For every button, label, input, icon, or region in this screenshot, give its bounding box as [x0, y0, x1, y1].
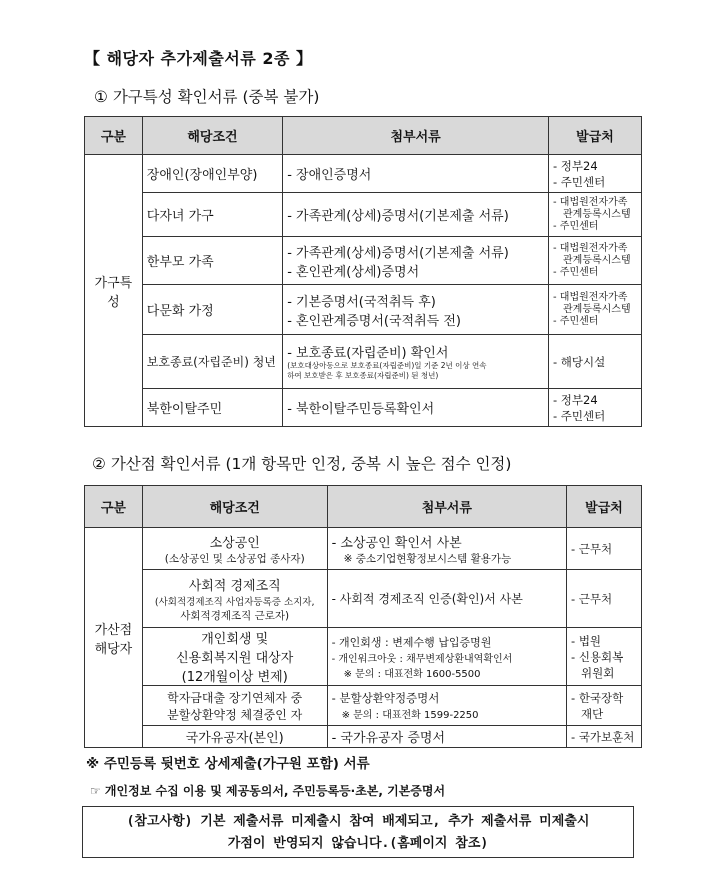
- document-line: - 가족관계(상세)증명서(기본제출 서류): [287, 209, 509, 224]
- condition-cell: 북한이탈주민: [142, 389, 282, 427]
- table-row: [85, 335, 642, 389]
- notice-line: (참고사항) 기본 제출서류 미제출시 참여 배제되고, 추가 제출서류 미제출시: [126, 814, 590, 829]
- document-line: - 가족관계(상세)증명서(기본제출 서류): [287, 245, 509, 261]
- issuer-cell: [549, 193, 642, 237]
- page-title: 【 해당자 추가제출서류 2종 】: [84, 49, 313, 68]
- issuer-cell: [567, 528, 642, 570]
- condition-cell: 다문화 가정: [142, 285, 282, 335]
- issuer-cell: [567, 570, 642, 628]
- condition-cell: 보호종료(자립준비) 청년: [142, 335, 282, 389]
- issuer-line: - 대법원전자가족: [553, 242, 628, 254]
- condition-cell: [142, 726, 327, 748]
- documents-cell: [327, 528, 566, 570]
- condition-cell: [142, 628, 327, 686]
- document-line: - 보호종료(자립준비) 확인서: [287, 346, 449, 361]
- issuer-cell: [549, 285, 642, 335]
- issuer-line: - 대법원전자가족: [553, 291, 628, 303]
- issuer-line: - 해당시설: [553, 354, 606, 369]
- issuer-line: - 주민센터: [553, 315, 599, 327]
- documents-cell: [283, 193, 549, 237]
- table-row: [85, 193, 642, 237]
- condition-line: (12개월이상 변제): [181, 670, 288, 685]
- condition-line: (사회적경제조직 사업자등록증 소지자,: [154, 596, 315, 608]
- issuer-line: 위원회: [581, 665, 615, 680]
- header-category: 구분: [85, 486, 143, 528]
- table-row: [85, 155, 642, 193]
- note-heading: ※ 주민등록 뒷번호 상세제출(가구원 포함) 서류: [86, 756, 370, 772]
- table-header-row: [85, 117, 642, 155]
- document-line: - 장애인증명서: [287, 168, 372, 183]
- issuer-cell: [549, 155, 642, 193]
- condition-line: (소상공인 및 소상공업 종사자): [164, 552, 305, 565]
- category-line: 해당자: [94, 641, 133, 657]
- condition-line: 소상공인: [209, 535, 260, 551]
- category-cell: 가구특성: [85, 155, 143, 427]
- issuer-line: 관계등록시스템: [563, 254, 631, 266]
- document-line: - 사회적 경제조직 인증(확인)서 사본: [331, 592, 523, 606]
- document-line: - 북한이탈주민등록확인서: [287, 402, 435, 417]
- condition-line: 사회적 경제조직: [188, 578, 281, 594]
- table-row: [85, 570, 642, 628]
- issuer-line: - 한국장학: [571, 690, 624, 705]
- section2-heading: ② 가산점 확인서류 (1개 항목만 인정, 중복 시 높은 점수 인정): [92, 455, 512, 473]
- document-note-line: (보호대상아동으로 보호종료(자립준비)일 기준 2년 이상 연속: [287, 361, 487, 370]
- document-line: - 혼인관계증명서(국적취득 전): [287, 313, 461, 329]
- document-line: - 분할상환약정증명서: [331, 691, 440, 705]
- documents-cell: [283, 155, 549, 193]
- reference-notice-box: [82, 806, 634, 858]
- condition-line: 사회적경제조직 근로자): [180, 609, 290, 622]
- documents-cell: [283, 389, 549, 427]
- notice-line: 가점이 반영되지 않습니다.(홈페이지 참조): [227, 836, 489, 851]
- table-row: [85, 726, 642, 748]
- documents-cell: [327, 628, 566, 686]
- issuer-line: 관계등록시스템: [563, 208, 631, 220]
- section1-heading: ① 가구특성 확인서류 (중복 불가): [94, 88, 320, 106]
- document-note-line: ※ 중소기업현황정보시스템 활용가능: [343, 552, 512, 565]
- header-condition: 해당조건: [142, 486, 327, 528]
- condition-cell: 다자녀 가구: [142, 193, 282, 237]
- condition-cell: [142, 570, 327, 628]
- documents-cell: [327, 726, 566, 748]
- issuer-line: - 근무처: [571, 591, 613, 606]
- table-row: [85, 686, 642, 726]
- header-documents: 첨부서류: [283, 117, 549, 155]
- issuer-line: - 대법원전자가족: [553, 196, 628, 208]
- issuer-line: - 근무처: [571, 541, 613, 556]
- issuer-line: - 주민센터: [553, 408, 606, 423]
- condition-line: 분할상환약정 체결중인 자: [167, 707, 303, 722]
- category-line: 가산점: [94, 622, 133, 638]
- issuer-cell: [549, 335, 642, 389]
- issuer-line: - 주민센터: [553, 220, 599, 232]
- condition-line: 학자금대출 장기연체자 중: [167, 690, 303, 705]
- issuer-line: 관계등록시스템: [563, 303, 631, 315]
- condition-cell: 장애인(장애인부양): [142, 155, 282, 193]
- category-cell: [85, 528, 143, 748]
- household-docs-table: [84, 116, 642, 427]
- document-line: - 국가유공자 증명서: [331, 731, 446, 746]
- table-header-row: [85, 486, 642, 528]
- condition-cell: [142, 528, 327, 570]
- document-note-line: ※ 문의 : 대표전화 1600-5500: [343, 668, 481, 680]
- condition-line: 국가유공자(본인): [185, 731, 284, 746]
- documents-cell: [283, 285, 549, 335]
- header-category: 구분: [85, 117, 143, 155]
- issuer-cell: [549, 389, 642, 427]
- header-condition: 해당조건: [142, 117, 282, 155]
- header-issuer: 발급처: [567, 486, 642, 528]
- issuer-line: - 주민센터: [553, 174, 606, 189]
- table-row: [85, 285, 642, 335]
- table-row: [85, 389, 642, 427]
- issuer-line: - 정부24: [553, 158, 598, 173]
- condition-line: 개인회생 및: [201, 632, 269, 647]
- issuer-line: - 신용회복: [571, 649, 624, 664]
- documents-cell: [327, 686, 566, 726]
- documents-cell: [327, 570, 566, 628]
- note-subtext: ☞ 개인정보 수집 이용 및 제공동의서, 주민등록등·초본, 기본증명서: [90, 784, 446, 798]
- document-line: - 소상공인 확인서 사본: [331, 535, 462, 551]
- issuer-cell: [567, 686, 642, 726]
- table-row: [85, 237, 642, 285]
- condition-line: 신용회복지원 대상자: [176, 651, 294, 666]
- issuer-line: - 정부24: [553, 392, 598, 407]
- documents-cell: [283, 335, 549, 389]
- bonus-docs-table: [84, 485, 642, 748]
- table-row: [85, 628, 642, 686]
- issuer-line: - 국가보훈처: [571, 729, 635, 744]
- document-line: - 개인워크아웃 : 채무변제상환내역확인서: [331, 653, 513, 665]
- header-issuer: 발급처: [549, 117, 642, 155]
- document-line: - 기본증명서(국적취득 후): [287, 294, 436, 310]
- document-note-line: ※ 문의 : 대표전화 1599-2250: [341, 710, 479, 721]
- documents-cell: [283, 237, 549, 285]
- condition-cell: 한부모 가족: [142, 237, 282, 285]
- issuer-cell: [567, 628, 642, 686]
- issuer-line: 재단: [581, 706, 604, 721]
- issuer-cell: [549, 237, 642, 285]
- issuer-line: - 법원: [571, 633, 602, 648]
- issuer-cell: [567, 726, 642, 748]
- header-documents: 첨부서류: [327, 486, 566, 528]
- document-line: - 개인회생 : 변제수행 납입증명원: [331, 635, 492, 649]
- document-note-line: 하여 보호받은 후 보호종료(자립준비) 된 청년): [287, 371, 439, 380]
- issuer-line: - 주민센터: [553, 266, 599, 278]
- condition-cell: [142, 686, 327, 726]
- table-row: [85, 528, 642, 570]
- document-line: - 혼인관계(상세)증명서: [287, 264, 420, 280]
